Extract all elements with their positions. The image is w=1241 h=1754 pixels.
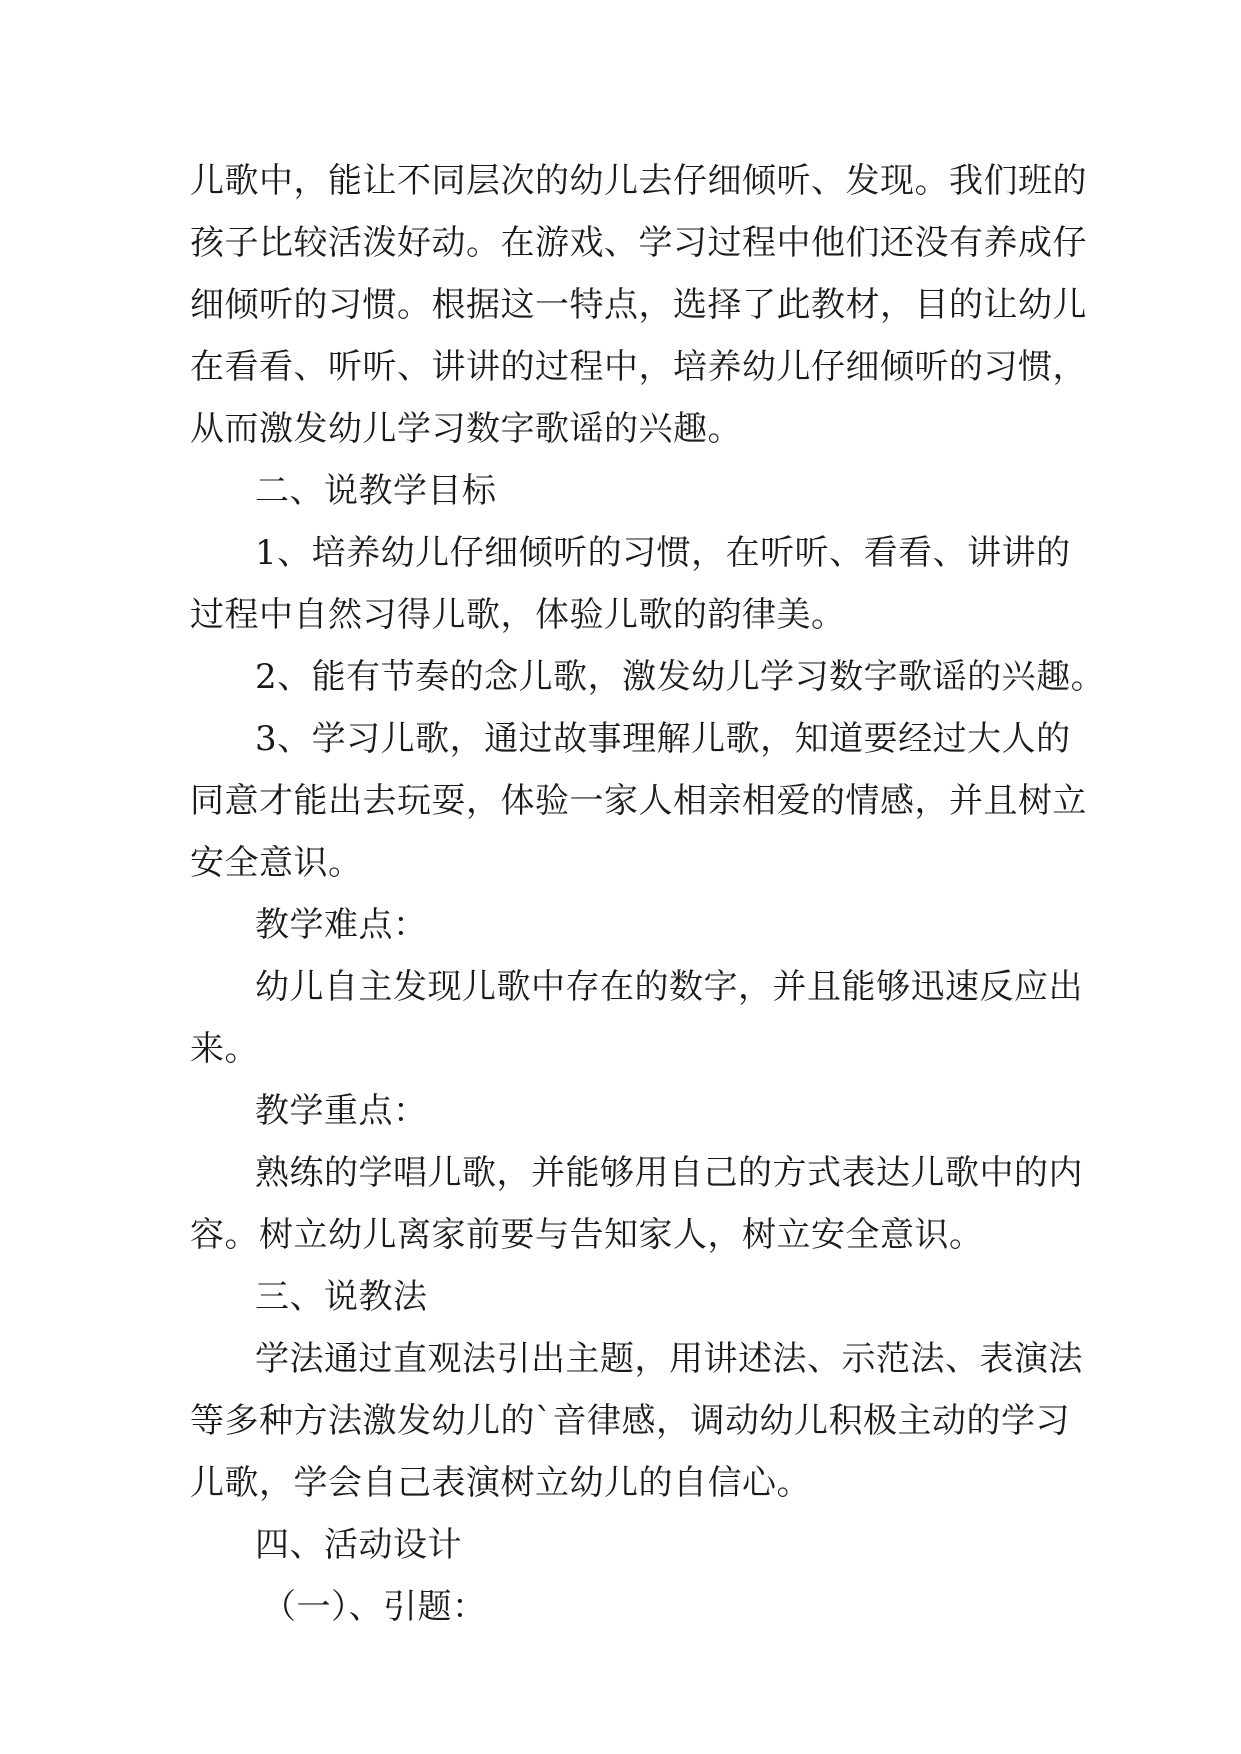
body-text-line: 来。 [190,1029,259,1069]
section-heading: 三、说教法 [255,1277,428,1317]
body-text-line: 孩子比较活泼好动。在游戏、学习过程中他们还没有养成仔 [190,223,1087,263]
body-text-line: 3、学习儿歌，通过故事理解儿歌，知道要经过大人的 [255,719,1071,759]
body-text-line: 从而激发幼儿学习数字歌谣的兴趣。 [190,409,742,449]
body-text-line: 过程中自然习得儿歌，体验儿歌的韵律美。 [190,595,846,635]
body-text-line: 学法通过直观法引出主题，用讲述法、示范法、表演法 [255,1339,1083,1379]
body-text-line: 等多种方法激发幼儿的`音律感，调动幼儿积极主动的学习 [190,1401,1070,1441]
section-heading: 四、活动设计 [255,1525,462,1565]
body-text-line: 幼儿自主发现儿歌中存在的数字，并且能够迅速反应出 [255,967,1083,1007]
body-text-line: 细倾听的习惯。根据这一特点，选择了此教材，目的让幼儿 [190,285,1087,325]
subsection-heading: 教学难点： [255,905,428,945]
subsection-heading: 教学重点： [255,1091,428,1131]
body-text-line: 容。树立幼儿离家前要与告知家人，树立安全意识。 [190,1215,984,1255]
body-text-line: 熟练的学唱儿歌，并能够用自己的方式表达儿歌中的内 [255,1153,1083,1193]
body-text-line: 儿歌中，能让不同层次的幼儿去仔细倾听、发现。我们班的 [190,161,1087,201]
body-text-line: 1、培养幼儿仔细倾听的习惯，在听听、看看、讲讲的 [255,533,1071,573]
body-text-line: 安全意识。 [190,843,363,883]
body-text-line: 同意才能出去玩耍，体验一家人相亲相爱的情感，并且树立 [190,781,1087,821]
body-text-line: 2、能有节奏的念儿歌，激发幼儿学习数字歌谣的兴趣。 [255,657,1106,697]
subsection-heading: （一）、引题： [262,1587,487,1627]
section-heading: 二、说教学目标 [255,471,497,511]
body-text-line: 在看看、听听、讲讲的过程中，培养幼儿仔细倾听的习惯， [190,347,1087,387]
body-text-line: 儿歌，学会自己表演树立幼儿的自信心。 [190,1463,811,1503]
